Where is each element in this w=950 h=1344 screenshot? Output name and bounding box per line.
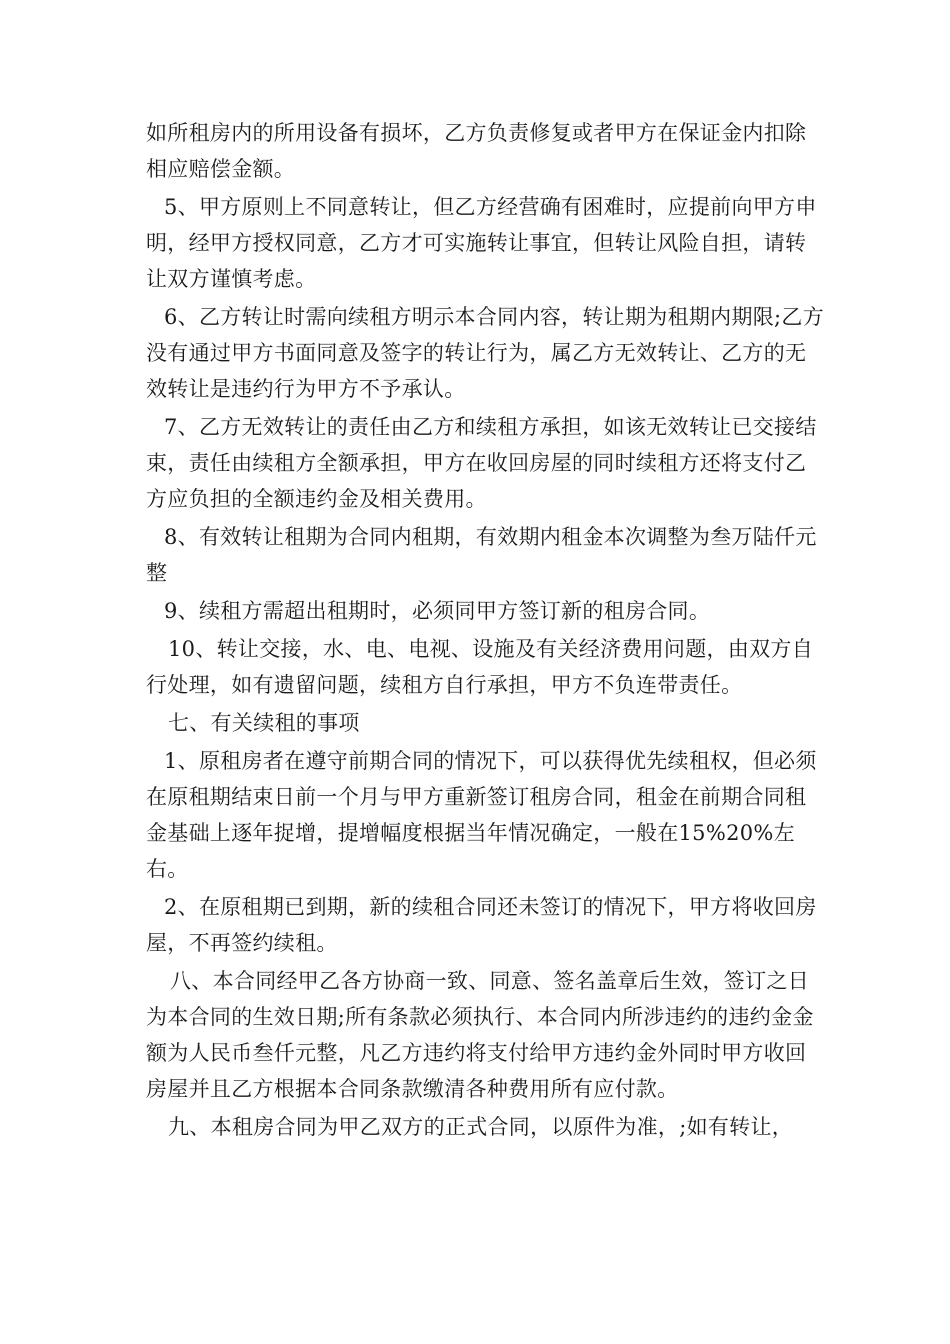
paragraph-section-8: 八、本合同经甲乙各方协商一致、同意、签名盖章后生效，签订之日为本合同的生效日期;所有条款必须执行、本合同内所涉违约的违约金金额为人民币叁仟元整，凡乙方违约将支付给甲方违约金外同时甲方收回房屋并且乙方根据本合同条款缴清各种费用所有应付款。 bbox=[146, 969, 814, 1101]
document-body bbox=[146, 115, 826, 1145]
paragraph-renewal-2: 2、在原租期已到期，新的续租合同还未签订的情况下，甲方将收回房屋，不再签约续租。 bbox=[146, 895, 817, 955]
paragraph-clause-9: 9、续租方需超出租期时，必须同甲方签订新的租房合同。 bbox=[164, 599, 711, 623]
paragraph-clause-6: 6、乙方转让时需向续租方明示本合同内容，转让期为租期内期限;乙方没有通过甲方书面同意及签字的转让行为，属乙方无效转让、乙方的无效转让是违约行为甲方不予承认。 bbox=[146, 305, 825, 401]
paragraph-renewal-1: 1、原租房者在遵守前期合同的情况下，可以获得优先续租权，但必须在原租期结束日前一个月与甲方重新签订租房合同，租金在前期合同租金基础上逐年捉增，提增幅度根据当年情况确定，一般在15%20%左右。 bbox=[146, 749, 817, 881]
paragraph-equipment-damage: 如所租房内的所用设备有损坏，乙方负责修复或者甲方在保证金内扣除相应赔偿金额。 bbox=[146, 121, 807, 181]
paragraph-clause-10: 10、转让交接，水、电、电视、设施及有关经济费用问题，由双方自行处理，如有遗留问题，续租方自行承担，甲方不负连带责任。 bbox=[146, 637, 814, 697]
paragraph-clause-8: 8、有效转让租期为合同内租期，有效期内租金本次调整为叁万陆仟元整 bbox=[146, 525, 817, 585]
paragraph-section-9: 九、本租房合同为甲乙双方的正式合同，以原件为准，;如有转让， bbox=[168, 1115, 794, 1139]
paragraph-clause-7: 7、乙方无效转让的责任由乙方和续租方承担，如该无效转让已交接结束，责任由续租方全额承担，甲方在收回房屋的同时续租方还将支付乙方应负担的全额违约金及相关费用。 bbox=[146, 415, 817, 511]
paragraph-clause-5: 5、甲方原则上不同意转让，但乙方经营确有困难时，应提前向甲方申明，经甲方授权同意，乙方才可实施转让事宜，但转让风险自担，请转让双方谨慎考虑。 bbox=[146, 195, 817, 291]
section-heading-renewal: 七、有关续租的事项 bbox=[168, 711, 360, 735]
